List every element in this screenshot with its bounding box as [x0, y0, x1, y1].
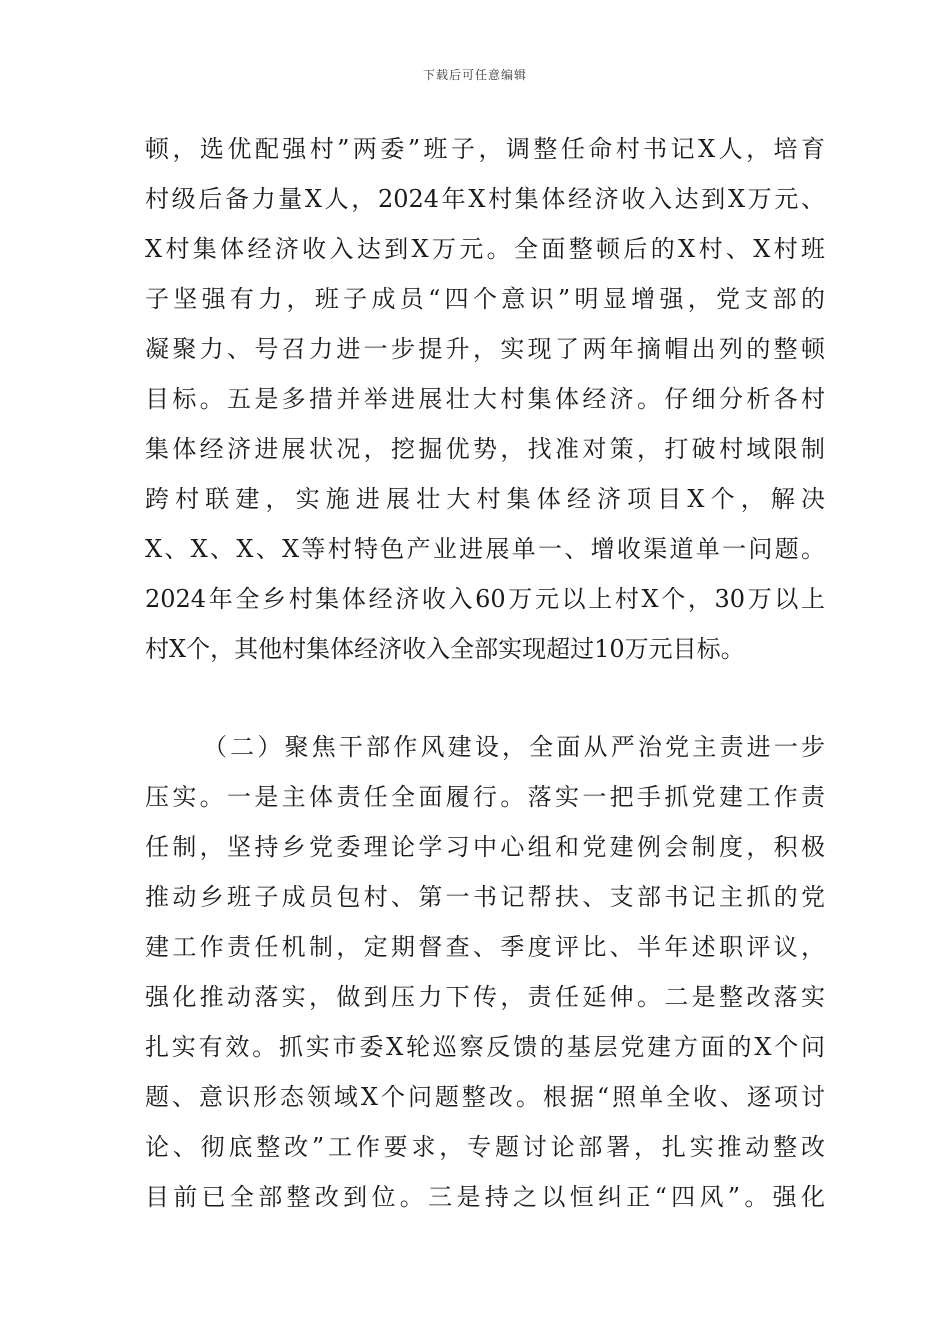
text-line: 凝聚力、号召力进一步提升，实现了两年摘帽出列的整顿 — [145, 335, 825, 363]
text-line: X、X、X、X等村特色产业进展单一、增收渠道单一问题。 — [145, 535, 825, 563]
text-line: 强化推动落实，做到压力下传，责任延伸。二是整改落实 — [145, 983, 825, 1011]
text-line: 2024年全乡村集体经济收入60万元以上村X个，30万以上 — [145, 585, 825, 613]
text-line: 村级后备力量X人，2024年X村集体经济收入达到X万元、 — [145, 185, 825, 213]
text-line-indented: （二）聚焦干部作风建设，全面从严治党主责进一步 — [203, 733, 825, 761]
text-line: 推动乡班子成员包村、第一书记帮扶、支部书记主抓的党 — [145, 883, 825, 911]
text-line: 压实。一是主体责任全面履行。落实一把手抓党建工作责 — [145, 783, 825, 811]
page-header: 下载后可任意编辑 — [422, 68, 527, 82]
text-line: 顿，选优配强村”两委”班子，调整任命村书记X人，培育 — [145, 135, 825, 163]
text-line: 目前已全部整改到位。三是持之以恒纠正“四风”。强化 — [145, 1183, 825, 1211]
text-line: 题、意识形态领域X个问题整改。根据“照单全收、逐项讨 — [145, 1083, 825, 1111]
text-line: 论、彻底整改”工作要求，专题讨论部署，扎实推动整改 — [145, 1133, 825, 1161]
text-line: 任制，坚持乡党委理论学习中心组和党建例会制度，积极 — [145, 833, 825, 861]
text-line: 建工作责任机制，定期督查、季度评比、半年述职评议， — [145, 933, 825, 961]
text-line: X村集体经济收入达到X万元。全面整顿后的X村、X村班 — [145, 235, 825, 263]
text-line: 跨村联建，实施进展壮大村集体经济项目X个，解决 — [145, 485, 825, 513]
text-line: 子坚强有力，班子成员“四个意识”明显增强，党支部的 — [145, 285, 825, 313]
text-line: 村X个，其他村集体经济收入全部实现超过10万元目标。 — [145, 635, 745, 663]
paragraph-cadre-style — [145, 722, 825, 1222]
text-line: 目标。五是多措并举进展壮大村集体经济。仔细分析各村 — [145, 385, 825, 413]
text-line: 扎实有效。抓实市委X轮巡察反馈的基层党建方面的X个问 — [145, 1033, 825, 1061]
text-line: 集体经济进展状况，挖掘优势，找准对策，打破村域限制 — [145, 435, 825, 463]
paragraph-village-economy — [145, 124, 825, 674]
